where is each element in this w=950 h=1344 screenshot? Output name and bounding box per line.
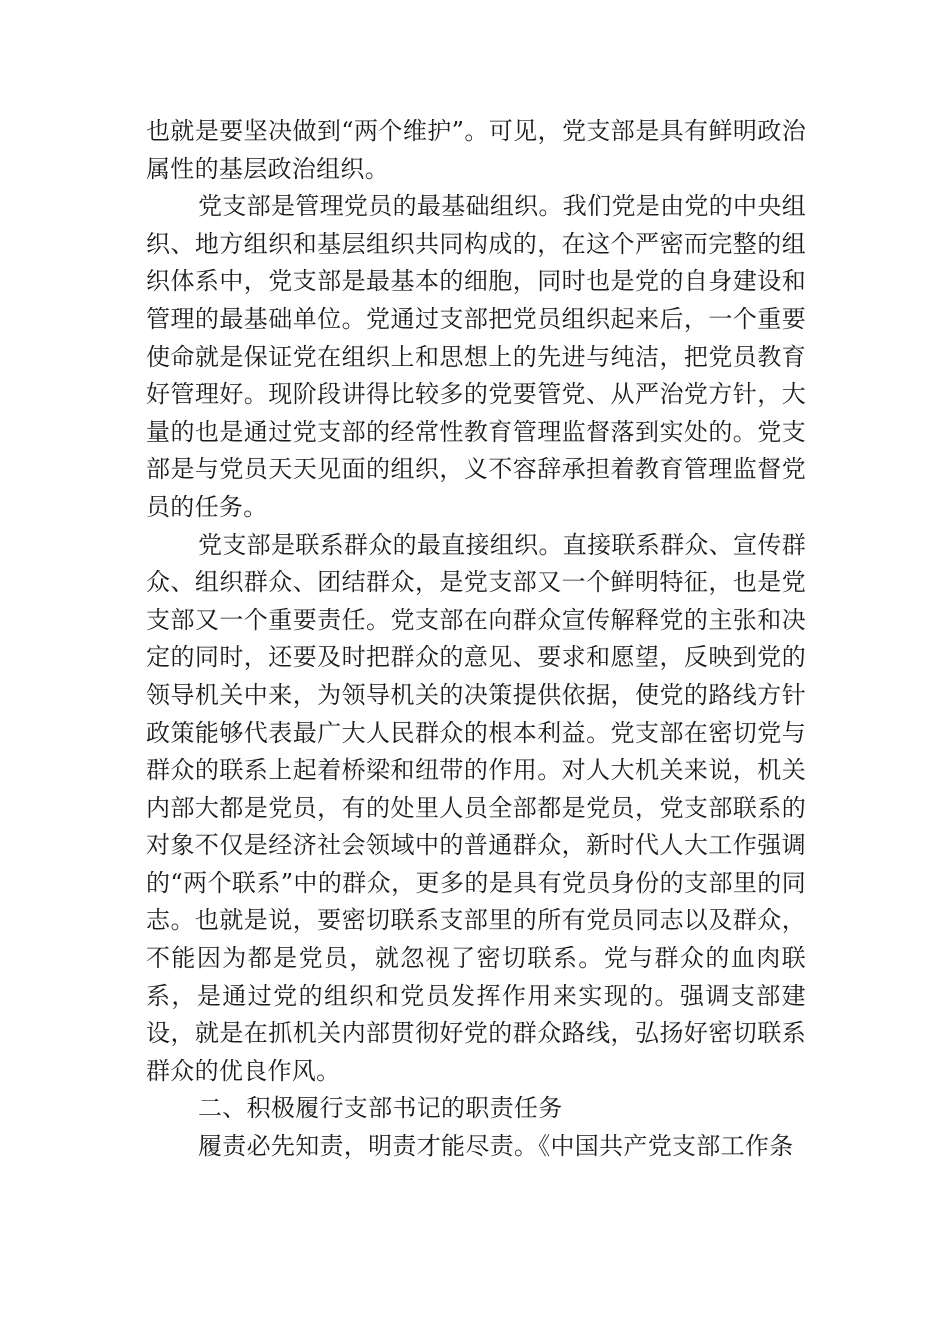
paragraph-mass-connection: 党支部是联系群众的最直接组织。直接联系群众、宣传群众、组织群众、团结群众，是党支部又一个鲜明特征，也是党支部又一个重要责任。党支部在向群众宣传解释党的主张和决定的同时，还要及时把群众的意见、要求和愿望，反映到党的领导机关中来，为领导机关的决策提供依据，使党的路线方针政策能够代表最广大人民群众的根本利益。党支部在密切党与群众的联系上起着桥梁和纽带的作用。对人大机关来说，机关内部大都是党员，有的处里人员全部都是党员，党支部联系的对象不仅是经济社会领域中的普通群众，新时代人大工作强调的“两个联系”中的群众，更多的是具有党员身份的支部里的同志。也就是说，要密切联系支部里的所有党员同志以及群众，不能因为都是党员，就忽视了密切联系。党与群众的血肉联系，是通过党的组织和党员发挥作用来实现的。强调支部建设，就是在抓机关内部贯彻好党的群众路线，弘扬好密切联系群众的优良作风。	[146, 530, 806, 1085]
paragraph-continuation: 也就是要坚决做到“两个维护”。可见，党支部是具有鲜明政治属性的基层政治组织。	[146, 117, 806, 183]
section-heading: 二、积极履行支部书记的职责任务	[198, 1094, 563, 1123]
document-body	[146, 113, 806, 1166]
paragraph-party-member-management: 党支部是管理党员的最基础组织。我们党是由党的中央组织、地方组织和基层组织共同构成的，在这个严密而完整的组织体系中，党支部是最基本的细胞，同时也是党的自身建设和管理的最基础单位。党通过支部把党员组织起来后，一个重要使命就是保证党在组织上和思想上的先进与纯洁，把党员教育好管理好。现阶段讲得比较多的党要管党、从严治党方针，大量的也是通过党支部的经常性教育管理监督落到实处的。党支部是与党员天天见面的组织，义不容辞承担着教育管理监督党员的任务。	[146, 192, 806, 521]
paragraph-duties-intro: 履责必先知责，明责才能尽责。《中国共产党支部工作条	[198, 1132, 794, 1161]
